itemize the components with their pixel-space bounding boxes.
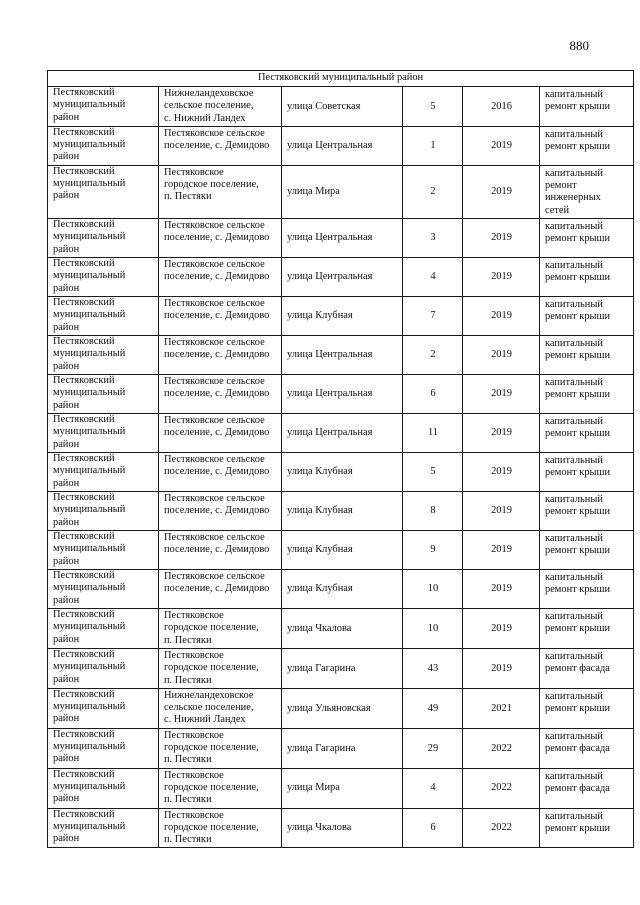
table-row: [48, 219, 634, 258]
work-type-cell: капитальный ремонт крыши: [540, 570, 634, 609]
settlement-cell: Пестяковское городское поселение, п. Пестяки: [159, 808, 282, 848]
year-cell: 2019: [463, 336, 540, 375]
street-cell: улица Клубная: [282, 453, 403, 492]
settlement-cell: Пестяковское сельское поселение, с. Демидово: [159, 258, 282, 297]
work-type-cell: капитальный ремонт крыши: [540, 375, 634, 414]
district-cell: Пестяковский муниципальный район: [48, 258, 159, 297]
street-cell: улица Советская: [282, 87, 403, 127]
table-row: [48, 453, 634, 492]
work-type-cell: капитальный ремонт крыши: [540, 297, 634, 336]
district-cell: Пестяковский муниципальный район: [48, 531, 159, 570]
year-cell: 2019: [463, 570, 540, 609]
district-cell: Пестяковский муниципальный район: [48, 375, 159, 414]
table-row: [48, 87, 634, 127]
settlement-cell: Пестяковское городское поселение, п. Пестяки: [159, 768, 282, 808]
year-cell: 2019: [463, 492, 540, 531]
year-cell: 2022: [463, 808, 540, 848]
settlement-cell: Пестяковское сельское поселение, с. Демидово: [159, 453, 282, 492]
year-cell: 2021: [463, 688, 540, 728]
settlement-cell: Пестяковское сельское поселение, с. Демидово: [159, 336, 282, 375]
street-cell: улица Центральная: [282, 219, 403, 258]
table-row: [48, 375, 634, 414]
house-number-cell: 3: [403, 219, 463, 258]
house-number-cell: 1: [403, 126, 463, 165]
work-type-cell: капитальный ремонт крыши: [540, 258, 634, 297]
work-type-cell: капитальный ремонт фасада: [540, 648, 634, 688]
settlement-cell: Пестяковское городское поселение, п. Пестяки: [159, 648, 282, 688]
work-type-cell: капитальный ремонт крыши: [540, 126, 634, 165]
house-number-cell: 4: [403, 768, 463, 808]
house-number-cell: 6: [403, 808, 463, 848]
table-row: [48, 570, 634, 609]
settlement-cell: Пестяковское городское поселение, п. Пестяки: [159, 609, 282, 649]
house-number-cell: 10: [403, 570, 463, 609]
page-number: 880: [569, 38, 589, 53]
settlement-cell: Пестяковское городское поселение, п. Пестяки: [159, 165, 282, 218]
house-number-cell: 10: [403, 609, 463, 649]
house-number-cell: 8: [403, 492, 463, 531]
settlement-cell: Пестяковское сельское поселение, с. Демидово: [159, 531, 282, 570]
house-number-cell: 7: [403, 297, 463, 336]
district-cell: Пестяковский муниципальный район: [48, 126, 159, 165]
house-number-cell: 43: [403, 648, 463, 688]
settlement-cell: Пестяковское сельское поселение, с. Демидово: [159, 492, 282, 531]
table-row: [48, 165, 634, 218]
district-cell: Пестяковский муниципальный район: [48, 297, 159, 336]
table-row: [48, 768, 634, 808]
street-cell: улица Мира: [282, 165, 403, 218]
year-cell: 2019: [463, 414, 540, 453]
house-number-cell: 5: [403, 453, 463, 492]
street-cell: улица Клубная: [282, 570, 403, 609]
table-row: [48, 492, 634, 531]
year-cell: 2019: [463, 531, 540, 570]
settlement-cell: Пестяковское сельское поселение, с. Демидово: [159, 414, 282, 453]
work-type-cell: капитальный ремонт фасада: [540, 728, 634, 768]
settlement-cell: Пестяковское сельское поселение, с. Демидово: [159, 375, 282, 414]
work-type-cell: капитальный ремонт крыши: [540, 414, 634, 453]
house-number-cell: 2: [403, 336, 463, 375]
house-number-cell: 9: [403, 531, 463, 570]
section-header-row: [48, 71, 634, 87]
district-cell: Пестяковский муниципальный район: [48, 219, 159, 258]
year-cell: 2019: [463, 609, 540, 649]
work-type-cell: капитальный ремонт крыши: [540, 453, 634, 492]
work-type-cell: капитальный ремонт крыши: [540, 609, 634, 649]
settlement-cell: Пестяковское сельское поселение, с. Демидово: [159, 219, 282, 258]
housing-repair-table: [47, 70, 634, 848]
year-cell: 2019: [463, 297, 540, 336]
work-type-cell: капитальный ремонт крыши: [540, 492, 634, 531]
table-row: [48, 297, 634, 336]
table-row: [48, 728, 634, 768]
district-cell: Пестяковский муниципальный район: [48, 688, 159, 728]
settlement-cell: Нижнеландеховское сельское поселение, с. Нижний Ландех: [159, 87, 282, 127]
street-cell: улица Клубная: [282, 297, 403, 336]
street-cell: улица Мира: [282, 768, 403, 808]
year-cell: 2019: [463, 165, 540, 218]
year-cell: 2019: [463, 453, 540, 492]
year-cell: 2019: [463, 648, 540, 688]
table-row: [48, 808, 634, 848]
table-row: [48, 609, 634, 649]
table-row: [48, 688, 634, 728]
street-cell: улица Ульяновская: [282, 688, 403, 728]
settlement-cell: Пестяковское сельское поселение, с. Демидово: [159, 126, 282, 165]
street-cell: улица Центральная: [282, 375, 403, 414]
year-cell: 2022: [463, 768, 540, 808]
house-number-cell: 29: [403, 728, 463, 768]
district-cell: Пестяковский муниципальный район: [48, 728, 159, 768]
district-cell: Пестяковский муниципальный район: [48, 453, 159, 492]
house-number-cell: 6: [403, 375, 463, 414]
work-type-cell: капитальный ремонт крыши: [540, 688, 634, 728]
street-cell: улица Клубная: [282, 492, 403, 531]
house-number-cell: 4: [403, 258, 463, 297]
work-type-cell: капитальный ремонт крыши: [540, 87, 634, 127]
work-type-cell: капитальный ремонт крыши: [540, 808, 634, 848]
year-cell: 2019: [463, 219, 540, 258]
district-cell: Пестяковский муниципальный район: [48, 165, 159, 218]
district-cell: Пестяковский муниципальный район: [48, 648, 159, 688]
year-cell: 2022: [463, 728, 540, 768]
street-cell: улица Центральная: [282, 414, 403, 453]
work-type-cell: капитальный ремонт фасада: [540, 768, 634, 808]
table-row: [48, 258, 634, 297]
year-cell: 2019: [463, 258, 540, 297]
table-row: [48, 336, 634, 375]
district-cell: Пестяковский муниципальный район: [48, 414, 159, 453]
year-cell: 2019: [463, 126, 540, 165]
work-type-cell: капитальный ремонт крыши: [540, 219, 634, 258]
year-cell: 2019: [463, 375, 540, 414]
table-row: [48, 648, 634, 688]
district-cell: Пестяковский муниципальный район: [48, 768, 159, 808]
street-cell: улица Клубная: [282, 531, 403, 570]
street-cell: улица Гагарина: [282, 728, 403, 768]
street-cell: улица Чкалова: [282, 609, 403, 649]
street-cell: улица Центральная: [282, 336, 403, 375]
section-title: Пестяковский муниципальный район: [48, 71, 634, 87]
table-row: [48, 126, 634, 165]
house-number-cell: 2: [403, 165, 463, 218]
house-number-cell: 5: [403, 87, 463, 127]
district-cell: Пестяковский муниципальный район: [48, 808, 159, 848]
table-row: [48, 531, 634, 570]
settlement-cell: Пестяковское сельское поселение, с. Демидово: [159, 570, 282, 609]
work-type-cell: капитальный ремонт инженерных сетей: [540, 165, 634, 218]
district-cell: Пестяковский муниципальный район: [48, 492, 159, 531]
house-number-cell: 49: [403, 688, 463, 728]
district-cell: Пестяковский муниципальный район: [48, 336, 159, 375]
settlement-cell: Нижнеландеховское сельское поселение, с. Нижний Ландех: [159, 688, 282, 728]
work-type-cell: капитальный ремонт крыши: [540, 336, 634, 375]
street-cell: улица Центральная: [282, 258, 403, 297]
district-cell: Пестяковский муниципальный район: [48, 609, 159, 649]
street-cell: улица Центральная: [282, 126, 403, 165]
settlement-cell: Пестяковское городское поселение, п. Пестяки: [159, 728, 282, 768]
district-cell: Пестяковский муниципальный район: [48, 570, 159, 609]
work-type-cell: капитальный ремонт крыши: [540, 531, 634, 570]
street-cell: улица Чкалова: [282, 808, 403, 848]
year-cell: 2016: [463, 87, 540, 127]
table-row: [48, 414, 634, 453]
settlement-cell: Пестяковское сельское поселение, с. Демидово: [159, 297, 282, 336]
street-cell: улица Гагарина: [282, 648, 403, 688]
district-cell: Пестяковский муниципальный район: [48, 87, 159, 127]
house-number-cell: 11: [403, 414, 463, 453]
